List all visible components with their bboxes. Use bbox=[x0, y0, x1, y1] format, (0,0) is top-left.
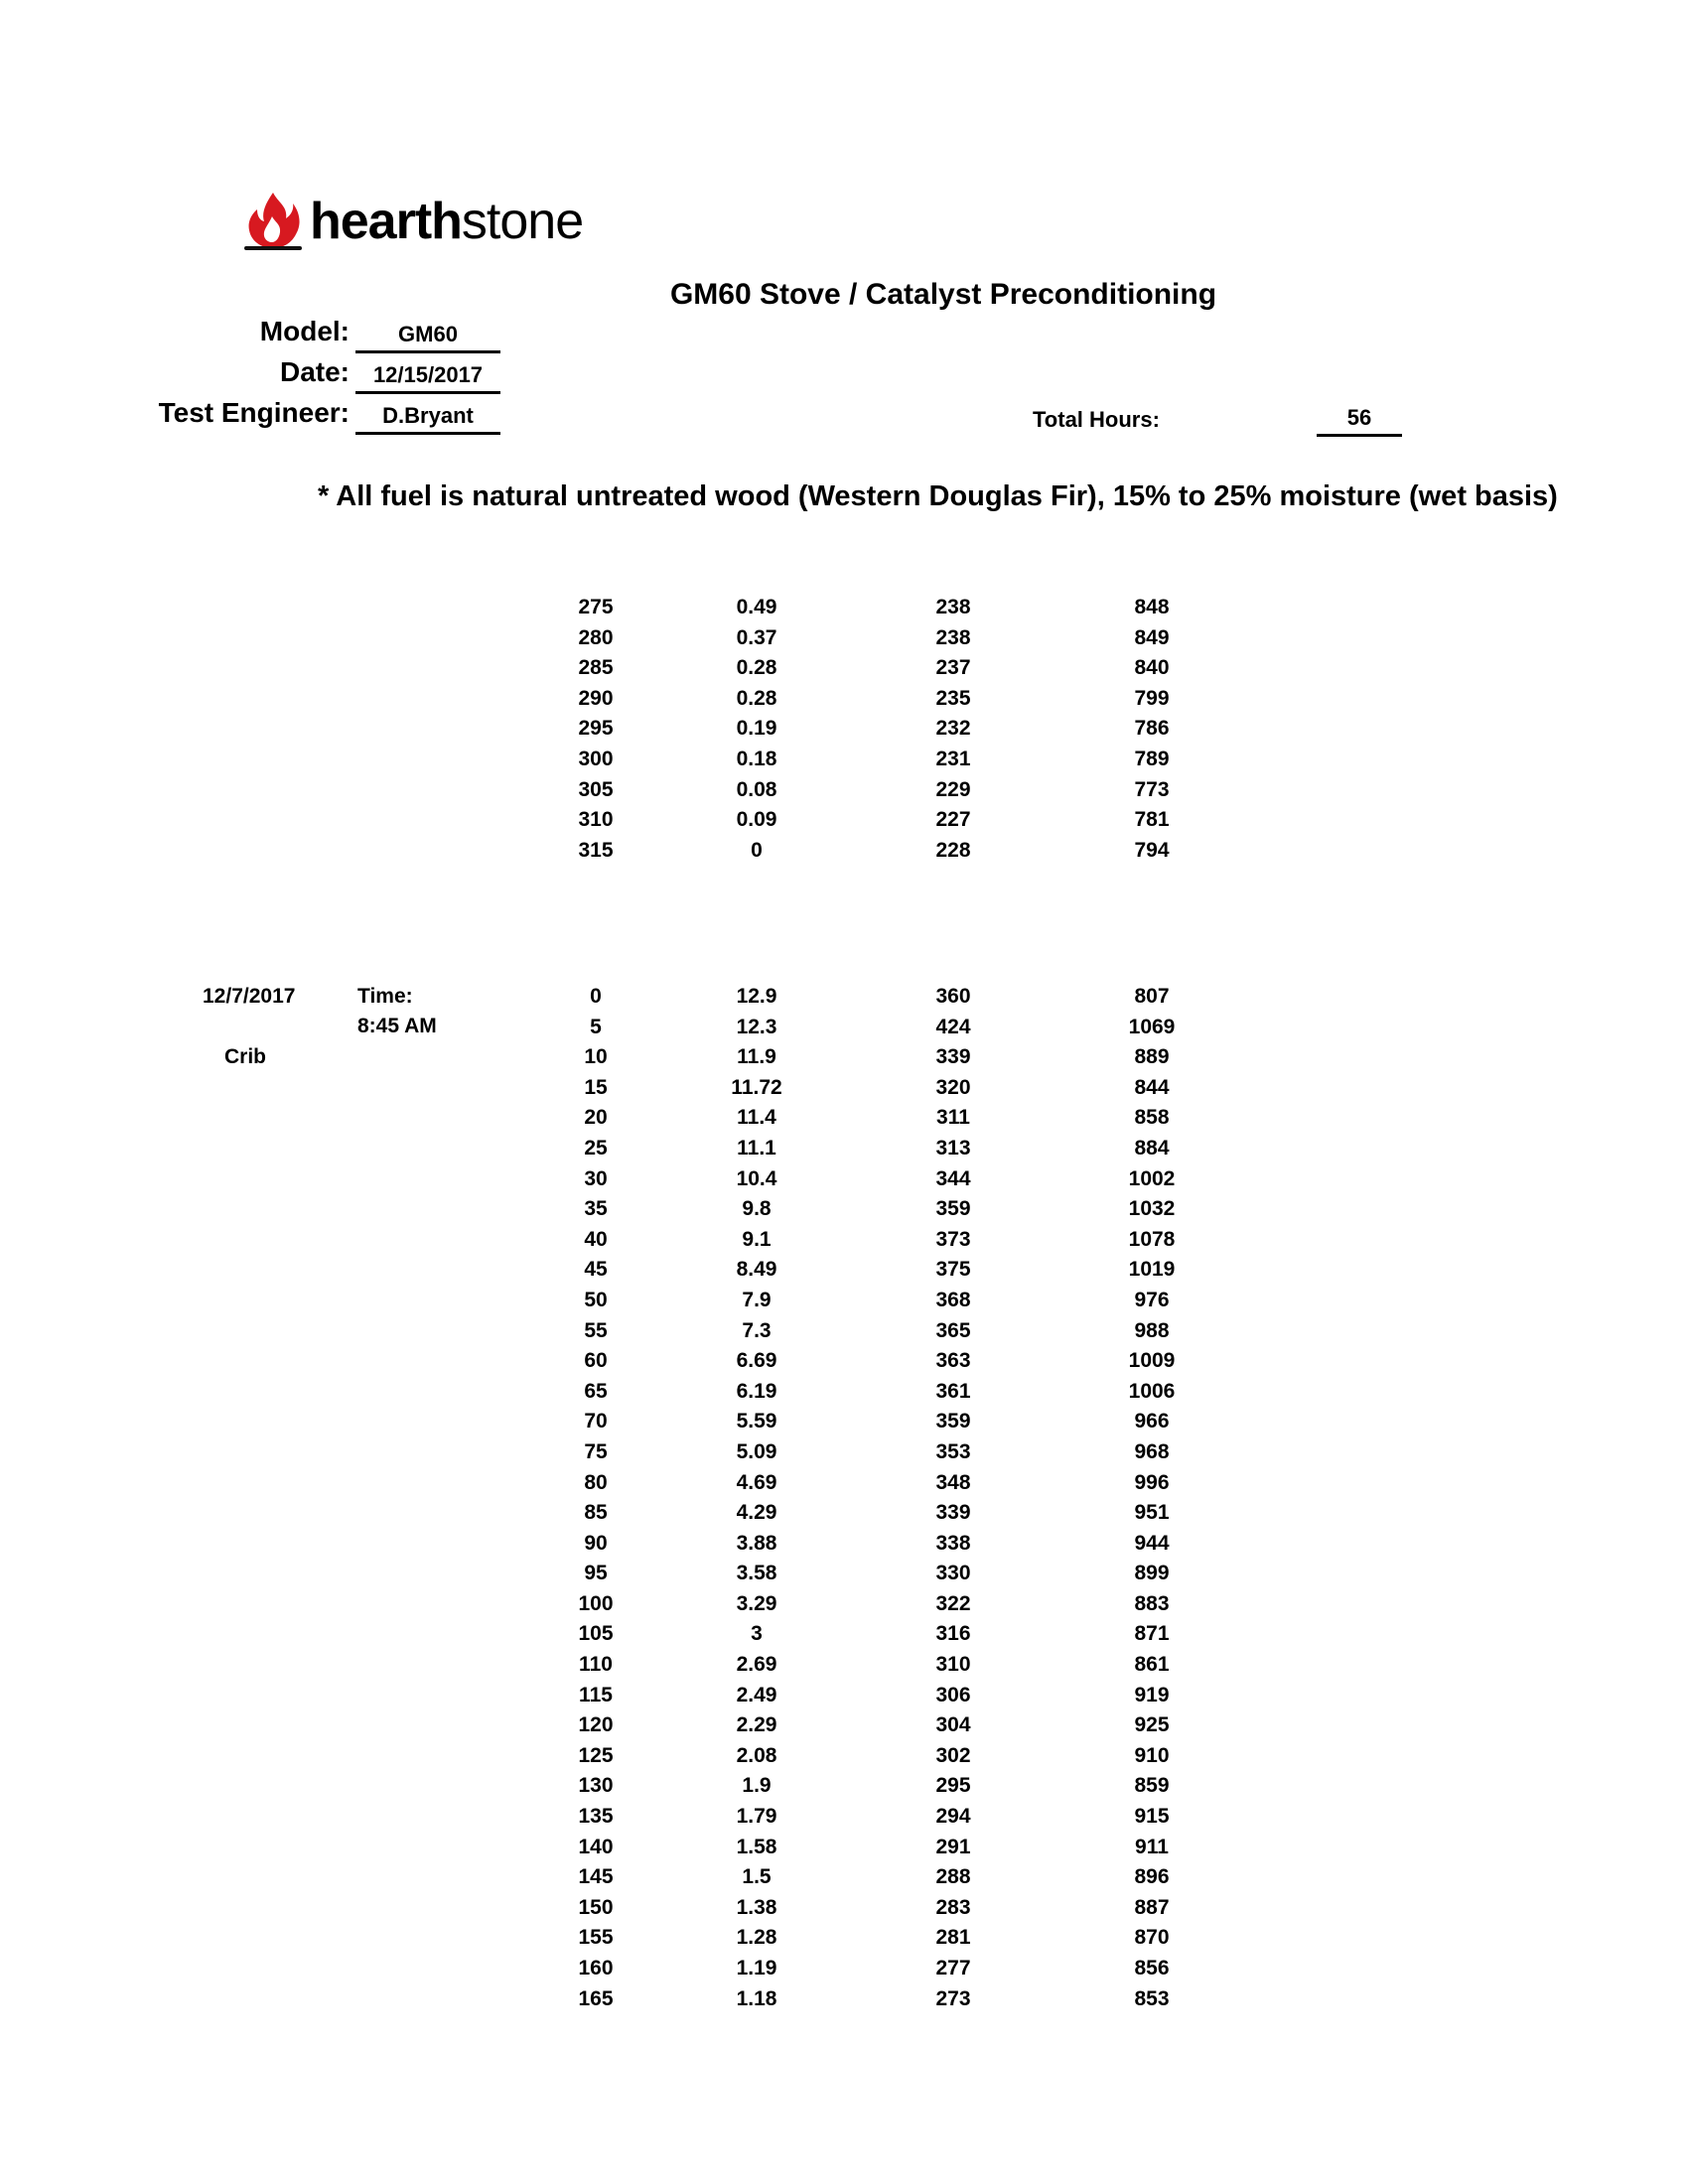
table-cell: 295 bbox=[935, 1774, 971, 1798]
table-cell: 11.1 bbox=[737, 1136, 776, 1160]
table-cell: 7.9 bbox=[742, 1288, 772, 1311]
table-cell: 300 bbox=[578, 747, 614, 770]
table-cell: 15 bbox=[584, 1075, 608, 1099]
table-cell: 135 bbox=[578, 1805, 614, 1829]
table-cell: 951 bbox=[1134, 1501, 1170, 1525]
table-cell: 424 bbox=[935, 1015, 971, 1038]
table-cell: 1.5 bbox=[742, 1865, 772, 1889]
table-cell: 966 bbox=[1134, 1410, 1170, 1433]
table-cell: 988 bbox=[1134, 1318, 1170, 1342]
table-cell: 910 bbox=[1134, 1743, 1170, 1767]
table-cell: 60 bbox=[584, 1349, 608, 1373]
table-cell: 145 bbox=[578, 1865, 614, 1889]
table-cell: 291 bbox=[935, 1835, 971, 1858]
table-cell: 235 bbox=[935, 686, 971, 710]
table-cell: 373 bbox=[935, 1227, 971, 1251]
table-cell: 11.72 bbox=[731, 1075, 782, 1099]
test-engineer-value: D.Bryant bbox=[355, 403, 500, 435]
table-row bbox=[0, 1651, 1688, 1682]
table-cell: 75 bbox=[584, 1439, 608, 1463]
table-cell: 871 bbox=[1134, 1622, 1170, 1646]
table-cell: 110 bbox=[579, 1653, 613, 1677]
flame-logo-icon bbox=[242, 191, 304, 252]
table-cell: 40 bbox=[584, 1227, 608, 1251]
table-row bbox=[0, 1711, 1688, 1742]
table-row bbox=[0, 776, 1688, 807]
table-cell: 3 bbox=[751, 1622, 763, 1646]
table-row bbox=[0, 1803, 1688, 1834]
table-cell: 887 bbox=[1134, 1895, 1170, 1919]
table-cell: 280 bbox=[578, 625, 614, 649]
table-row bbox=[0, 1256, 1688, 1287]
table-cell: 130 bbox=[578, 1774, 614, 1798]
table-cell: 1.18 bbox=[736, 1986, 777, 2010]
table-cell: 0.09 bbox=[736, 808, 777, 832]
page-title: GM60 Stove / Catalyst Preconditioning bbox=[669, 278, 1217, 311]
table-cell: 5.59 bbox=[736, 1410, 777, 1433]
table-cell: 853 bbox=[1134, 1986, 1170, 2010]
table-cell: 1032 bbox=[1128, 1197, 1176, 1221]
table-row bbox=[0, 1408, 1688, 1438]
table-cell: 238 bbox=[935, 596, 971, 618]
table-cell: 35 bbox=[584, 1197, 608, 1221]
table-cell: 227 bbox=[935, 808, 971, 832]
table-cell: 315 bbox=[578, 838, 614, 862]
table-cell: 0 bbox=[751, 838, 763, 862]
table-row bbox=[0, 1682, 1688, 1712]
table-cell: 1.79 bbox=[736, 1805, 777, 1829]
table-row bbox=[0, 983, 1688, 1014]
table-cell: 5.09 bbox=[736, 1439, 777, 1463]
table-cell: 353 bbox=[935, 1439, 971, 1463]
table-cell: 896 bbox=[1134, 1865, 1170, 1889]
table-row bbox=[0, 1772, 1688, 1803]
table-row bbox=[0, 1924, 1688, 1955]
table-cell: 45 bbox=[584, 1258, 608, 1282]
table-row bbox=[0, 1074, 1688, 1105]
table-cell: 228 bbox=[935, 838, 971, 862]
table-cell: 30 bbox=[584, 1166, 608, 1190]
table-cell: 290 bbox=[578, 686, 614, 710]
table-cell: 306 bbox=[935, 1683, 971, 1706]
table-cell: 1002 bbox=[1128, 1166, 1176, 1190]
table-cell: 7.3 bbox=[742, 1318, 772, 1342]
table-row bbox=[0, 746, 1688, 776]
table-cell: 65 bbox=[584, 1379, 608, 1403]
table-cell: 1.38 bbox=[736, 1895, 777, 1919]
table-cell: 870 bbox=[1134, 1926, 1170, 1950]
table-cell: 781 bbox=[1134, 808, 1170, 832]
total-hours-value: 56 bbox=[1317, 405, 1402, 437]
table-cell: 25 bbox=[584, 1136, 608, 1160]
table-cell: 115 bbox=[579, 1683, 613, 1706]
table-cell: 125 bbox=[578, 1743, 614, 1767]
table-cell: 8.49 bbox=[736, 1258, 777, 1282]
table-cell: 232 bbox=[935, 717, 971, 741]
model-label: Model: bbox=[259, 316, 350, 346]
table-row bbox=[0, 624, 1688, 655]
table-cell: 0.37 bbox=[736, 625, 777, 649]
table-cell: 348 bbox=[935, 1470, 971, 1494]
table-cell: 295 bbox=[578, 717, 614, 741]
table-cell: 786 bbox=[1134, 717, 1170, 741]
logo-wordmark bbox=[310, 193, 584, 250]
table-cell: 100 bbox=[578, 1591, 614, 1615]
table-cell: 310 bbox=[578, 808, 614, 832]
table-cell: 11.4 bbox=[737, 1106, 776, 1130]
model-value: GM60 bbox=[355, 322, 500, 353]
table-cell: 968 bbox=[1134, 1439, 1170, 1463]
table-cell: 859 bbox=[1134, 1774, 1170, 1798]
table-cell: 889 bbox=[1134, 1045, 1170, 1069]
table-row bbox=[0, 1317, 1688, 1348]
table-row bbox=[0, 715, 1688, 746]
table-cell: 310 bbox=[935, 1653, 971, 1677]
table-cell: 360 bbox=[935, 985, 971, 1008]
run-date: 12/7/2017 bbox=[203, 985, 296, 1008]
table-row bbox=[0, 1620, 1688, 1651]
time-value: 8:45 AM bbox=[357, 1015, 437, 1037]
table-cell: 339 bbox=[935, 1045, 971, 1069]
table-row bbox=[0, 1165, 1688, 1196]
table-cell: 277 bbox=[935, 1957, 971, 1979]
table-cell: 856 bbox=[1134, 1957, 1170, 1979]
table-cell: 3.29 bbox=[736, 1591, 777, 1615]
table-cell: 322 bbox=[935, 1591, 971, 1615]
table-row bbox=[0, 1560, 1688, 1590]
table-cell: 165 bbox=[578, 1986, 614, 2010]
table-cell: 363 bbox=[935, 1349, 971, 1373]
table-cell: 2.49 bbox=[736, 1683, 777, 1706]
table-cell: 2.08 bbox=[736, 1743, 777, 1767]
table-cell: 70 bbox=[584, 1410, 608, 1433]
table-cell: 4.69 bbox=[736, 1470, 777, 1494]
table-cell: 840 bbox=[1134, 656, 1170, 680]
table-cell: 0 bbox=[590, 985, 602, 1008]
table-cell: 1009 bbox=[1128, 1349, 1176, 1373]
table-cell: 150 bbox=[578, 1895, 614, 1919]
table-cell: 773 bbox=[1134, 777, 1170, 801]
table-cell: 849 bbox=[1134, 625, 1170, 649]
table-cell: 807 bbox=[1134, 985, 1170, 1008]
table-cell: 794 bbox=[1134, 838, 1170, 862]
table-cell: 858 bbox=[1134, 1106, 1170, 1130]
table-cell: 375 bbox=[935, 1258, 971, 1282]
table-row bbox=[0, 1499, 1688, 1530]
table-cell: 4.29 bbox=[736, 1501, 777, 1525]
table-cell: 338 bbox=[935, 1531, 971, 1555]
table-row bbox=[0, 1742, 1688, 1773]
table-cell: 10.4 bbox=[736, 1166, 777, 1190]
table-row bbox=[0, 1863, 1688, 1894]
logo-text-part1: hearth bbox=[310, 193, 462, 250]
table-cell: 899 bbox=[1134, 1562, 1170, 1585]
data-table-section-1 bbox=[0, 594, 1688, 867]
table-cell: 0.49 bbox=[736, 596, 777, 618]
table-cell: 50 bbox=[584, 1288, 608, 1311]
table-cell: 884 bbox=[1134, 1136, 1170, 1160]
table-cell: 283 bbox=[935, 1895, 971, 1919]
table-cell: 883 bbox=[1134, 1591, 1170, 1615]
table-cell: 273 bbox=[935, 1986, 971, 2010]
table-cell: 359 bbox=[935, 1410, 971, 1433]
table-cell: 105 bbox=[578, 1622, 614, 1646]
table-cell: 6.19 bbox=[736, 1379, 777, 1403]
table-row bbox=[0, 1195, 1688, 1226]
table-cell: 95 bbox=[584, 1562, 608, 1585]
table-cell: 359 bbox=[935, 1197, 971, 1221]
table-cell: 231 bbox=[935, 747, 971, 770]
table-cell: 1.9 bbox=[742, 1774, 772, 1798]
table-row bbox=[0, 1378, 1688, 1409]
table-cell: 368 bbox=[935, 1288, 971, 1311]
fuel-type: Crib bbox=[224, 1045, 266, 1068]
table-cell: 1.19 bbox=[736, 1957, 777, 1979]
table-cell: 848 bbox=[1134, 596, 1170, 618]
table-row bbox=[0, 806, 1688, 837]
table-cell: 140 bbox=[578, 1835, 614, 1858]
table-cell: 5 bbox=[590, 1015, 602, 1038]
table-cell: 11.9 bbox=[737, 1045, 776, 1069]
table-cell: 344 bbox=[935, 1166, 971, 1190]
total-hours-label: Total Hours: bbox=[1033, 407, 1160, 432]
table-cell: 288 bbox=[935, 1865, 971, 1889]
table-cell: 6.69 bbox=[736, 1349, 777, 1373]
table-cell: 237 bbox=[935, 656, 971, 680]
table-cell: 911 bbox=[1135, 1835, 1169, 1858]
table-cell: 0.18 bbox=[736, 747, 777, 770]
table-cell: 1078 bbox=[1128, 1227, 1176, 1251]
table-row bbox=[0, 685, 1688, 716]
table-cell: 365 bbox=[935, 1318, 971, 1342]
table-cell: 1019 bbox=[1128, 1258, 1176, 1282]
table-cell: 275 bbox=[578, 596, 614, 618]
table-row bbox=[0, 1135, 1688, 1165]
table-row bbox=[0, 594, 1688, 624]
table-cell: 80 bbox=[584, 1470, 608, 1494]
table-cell: 919 bbox=[1134, 1683, 1170, 1706]
table-cell: 0.08 bbox=[736, 777, 777, 801]
table-cell: 281 bbox=[935, 1926, 971, 1950]
table-cell: 925 bbox=[1134, 1713, 1170, 1737]
table-cell: 155 bbox=[578, 1926, 614, 1950]
hearthstone-logo bbox=[242, 189, 583, 254]
time-label: Time: bbox=[357, 985, 413, 1008]
table-cell: 311 bbox=[936, 1106, 970, 1130]
table-cell: 789 bbox=[1134, 747, 1170, 770]
table-cell: 861 bbox=[1134, 1653, 1170, 1677]
table-cell: 0.28 bbox=[736, 686, 777, 710]
table-cell: 9.1 bbox=[742, 1227, 772, 1251]
table-cell: 304 bbox=[935, 1713, 971, 1737]
table-row bbox=[0, 1287, 1688, 1317]
table-cell: 1.28 bbox=[736, 1926, 777, 1950]
test-engineer-label: Test Engineer: bbox=[158, 397, 350, 428]
table-row bbox=[0, 1469, 1688, 1500]
logo-text-part2: stone bbox=[461, 193, 584, 250]
table-cell: 320 bbox=[935, 1075, 971, 1099]
table-row bbox=[0, 1834, 1688, 1864]
table-cell: 844 bbox=[1134, 1075, 1170, 1099]
table-cell: 120 bbox=[578, 1713, 614, 1737]
table-cell: 294 bbox=[935, 1805, 971, 1829]
data-table-section-2 bbox=[0, 983, 1688, 2015]
table-cell: 229 bbox=[935, 777, 971, 801]
table-cell: 20 bbox=[584, 1106, 608, 1130]
table-cell: 330 bbox=[935, 1562, 971, 1585]
table-row bbox=[0, 1438, 1688, 1469]
table-row bbox=[0, 1347, 1688, 1378]
table-cell: 799 bbox=[1134, 686, 1170, 710]
table-row bbox=[0, 1530, 1688, 1561]
table-row bbox=[0, 654, 1688, 685]
fuel-note: * All fuel is natural untreated wood (Western Douglas Fir), 15% to 25% moisture (wet basis) bbox=[318, 480, 1558, 512]
table-row bbox=[0, 1894, 1688, 1925]
table-cell: 0.19 bbox=[736, 717, 777, 741]
table-cell: 1069 bbox=[1128, 1015, 1176, 1038]
table-cell: 2.69 bbox=[736, 1653, 777, 1677]
table-cell: 285 bbox=[578, 656, 614, 680]
table-cell: 996 bbox=[1134, 1470, 1170, 1494]
table-row bbox=[0, 1985, 1688, 2016]
table-cell: 55 bbox=[584, 1318, 608, 1342]
date-label: Date: bbox=[279, 356, 350, 387]
table-cell: 944 bbox=[1134, 1531, 1170, 1555]
table-cell: 915 bbox=[1134, 1805, 1170, 1829]
table-row bbox=[0, 1226, 1688, 1257]
table-cell: 0.28 bbox=[736, 656, 777, 680]
table-cell: 238 bbox=[935, 625, 971, 649]
table-row bbox=[0, 837, 1688, 868]
table-row bbox=[0, 1043, 1688, 1074]
table-cell: 12.3 bbox=[736, 1015, 777, 1038]
table-cell: 316 bbox=[935, 1622, 971, 1646]
table-cell: 90 bbox=[584, 1531, 608, 1555]
table-cell: 2.29 bbox=[736, 1713, 777, 1737]
table-row bbox=[0, 1590, 1688, 1621]
table-cell: 976 bbox=[1134, 1288, 1170, 1311]
table-row bbox=[0, 1104, 1688, 1135]
table-cell: 339 bbox=[935, 1501, 971, 1525]
table-cell: 3.88 bbox=[736, 1531, 777, 1555]
table-cell: 10 bbox=[584, 1045, 608, 1069]
table-cell: 1006 bbox=[1128, 1379, 1176, 1403]
table-cell: 313 bbox=[935, 1136, 971, 1160]
table-cell: 361 bbox=[935, 1379, 971, 1403]
table-cell: 160 bbox=[578, 1957, 614, 1979]
table-cell: 9.8 bbox=[742, 1197, 772, 1221]
table-cell: 85 bbox=[584, 1501, 608, 1525]
table-row bbox=[0, 1955, 1688, 1985]
table-cell: 12.9 bbox=[736, 985, 777, 1008]
table-cell: 3.58 bbox=[736, 1562, 777, 1585]
table-row bbox=[0, 1014, 1688, 1044]
table-cell: 302 bbox=[935, 1743, 971, 1767]
table-cell: 1.58 bbox=[736, 1835, 777, 1858]
table-cell: 305 bbox=[578, 777, 614, 801]
date-value: 12/15/2017 bbox=[355, 362, 500, 394]
